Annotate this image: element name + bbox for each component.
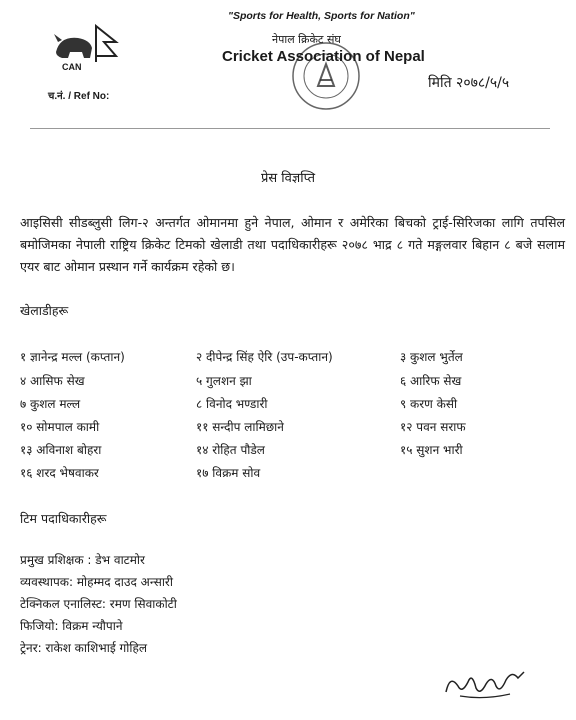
date: मिति २०७८/५/५	[428, 75, 510, 91]
intro-paragraph: आइसिसी सीडब्लुसी लिग-२ अन्तर्गत ओमानमा हुने नेपाल, ओमान र अमेरिका बिचको ट्राई-सिरिजका लागि तपसिल बमोजिमका नेपाली राष्ट्रिय क्रिकेट टिमको खेलाडी तथा पदाधिकारीहरू २०७८ भाद्र ८ गते मङ्गलवार बिहान ८ बजे सलाम एयर बाट ओमान प्रस्थान गर्ने कार्यक्रम रहेको छ।	[20, 215, 565, 274]
official-head-coach: प्रमुख प्रशिक्षक : डेभ वाटमोर	[20, 553, 145, 567]
player-12: १२ पवन सराफ	[400, 420, 466, 434]
player-11: ११ सन्दीप लामिछाने	[196, 420, 284, 434]
logo-text: CAN	[62, 62, 82, 72]
player-17: १७ विक्रम सोव	[196, 466, 261, 480]
official-manager: व्यवस्थापक: मोहम्मद दाउद अन्सारी	[20, 575, 173, 589]
player-13: १३ अविनाश बोहरा	[20, 443, 102, 457]
document-title: प्रेस विज्ञप्ति	[260, 171, 316, 186]
header-divider	[30, 128, 550, 129]
player-8: ८ विनोद भण्डारी	[196, 397, 268, 411]
can-logo	[50, 22, 120, 78]
ref-no: च.नं. / Ref No:	[48, 91, 110, 102]
player-5: ५ गुलशन झा	[196, 374, 252, 388]
players-heading: खेलाडीहरू	[20, 303, 69, 318]
player-15: १५ सुशन भारी	[400, 443, 463, 457]
player-16: १६ शरद भेषवाकर	[20, 466, 99, 480]
player-2: २ दीपेन्द्र सिंह ऐरि (उप-कप्तान)	[196, 350, 333, 364]
official-analyst: टेक्निकल एनालिस्ट: रमण सिवाकोटी	[20, 597, 177, 611]
player-9: ९ करण केसी	[400, 397, 458, 411]
player-4: ४ आसिफ सेख	[20, 374, 85, 388]
player-6: ६ आरिफ सेख	[400, 374, 462, 388]
player-14: १४ रोहित पौडेल	[196, 443, 265, 457]
tagline: "Sports for Health, Sports for Nation"	[228, 10, 415, 22]
org-name-english: Cricket Association of Nepal	[222, 48, 425, 65]
officials-heading: टिम पदाधिकारीहरू	[20, 511, 107, 526]
official-physio: फिजियो: विक्रम न्यौपाने	[20, 619, 123, 633]
player-3: ३ कुशल भुर्तेल	[400, 350, 463, 364]
org-name-nepali: नेपाल क्रिकेट संघ	[272, 33, 341, 46]
official-trainer: ट्रेनर: राकेश काशिभाई गोहिल	[20, 641, 148, 655]
player-10: १० सोमपाल कामी	[20, 420, 100, 434]
player-1: १ ज्ञानेन्द्र मल्ल (कप्तान)	[20, 350, 125, 364]
player-7: ७ कुशल मल्ल	[20, 397, 81, 411]
signature	[440, 664, 530, 704]
